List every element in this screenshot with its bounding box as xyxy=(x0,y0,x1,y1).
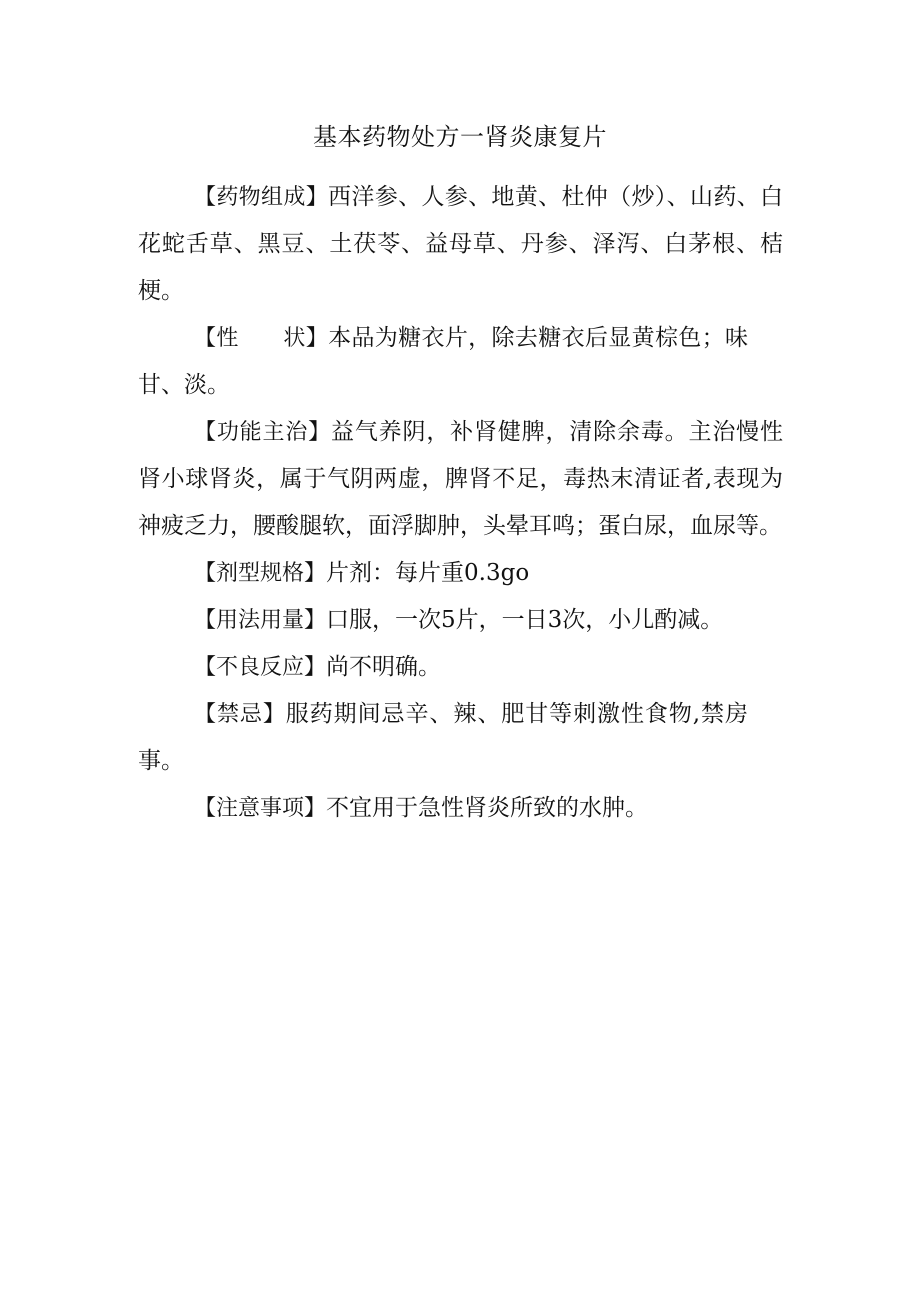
section-text: 服药期间忌辛、辣、肥甘等刺激性食物,禁房事。 xyxy=(138,701,748,774)
section-composition xyxy=(138,174,783,315)
section-label: 【剂型规格】 xyxy=(194,561,327,586)
section-adverse-reactions xyxy=(138,644,783,691)
section-text: 口服，一次5片，一日3次，小儿酌减。 xyxy=(326,607,724,633)
section-dosage xyxy=(138,597,783,644)
section-precautions xyxy=(138,785,783,832)
section-contraindications xyxy=(138,691,748,785)
section-label: 【用法用量】 xyxy=(194,608,327,633)
document-title: 基本药物处方一肾炎康复片 xyxy=(313,123,607,151)
section-label: 【禁忌】 xyxy=(194,702,286,727)
section-label: 【性 状】 xyxy=(194,326,329,351)
section-text: 本品为糖衣片，除去糖衣后显黄棕色；味甘、淡。 xyxy=(138,325,748,398)
section-label: 【不良反应】 xyxy=(194,655,327,680)
section-label: 【功能主治】 xyxy=(194,420,331,445)
section-text: 西洋参、人参、地黄、杜仲（炒）、山药、白花蛇舌草、黑豆、土茯苓、益母草、丹参、泽泻、白茅根、桔梗。 xyxy=(138,184,783,304)
section-indications xyxy=(138,409,783,550)
section-text: 尚不明确。 xyxy=(326,654,442,680)
section-label: 【注意事项】 xyxy=(194,796,327,821)
section-text: 益气养阴，补肾健脾，清除余毒。主治慢性肾小球肾炎，属于气阴两虚，脾肾不足，毒热末清证者,表现为神疲乏力，腰酸腿软，面浮脚肿，头晕耳鸣；蛋白尿，血尿等。 xyxy=(138,419,783,539)
section-appearance xyxy=(138,315,748,409)
section-specification xyxy=(138,550,783,597)
document-body xyxy=(138,174,783,832)
section-text: 不宜用于急性肾炎所致的水肿。 xyxy=(326,795,649,821)
section-text: 片剂：每片重0.3go xyxy=(326,560,530,586)
section-label: 【药物组成】 xyxy=(194,185,329,210)
